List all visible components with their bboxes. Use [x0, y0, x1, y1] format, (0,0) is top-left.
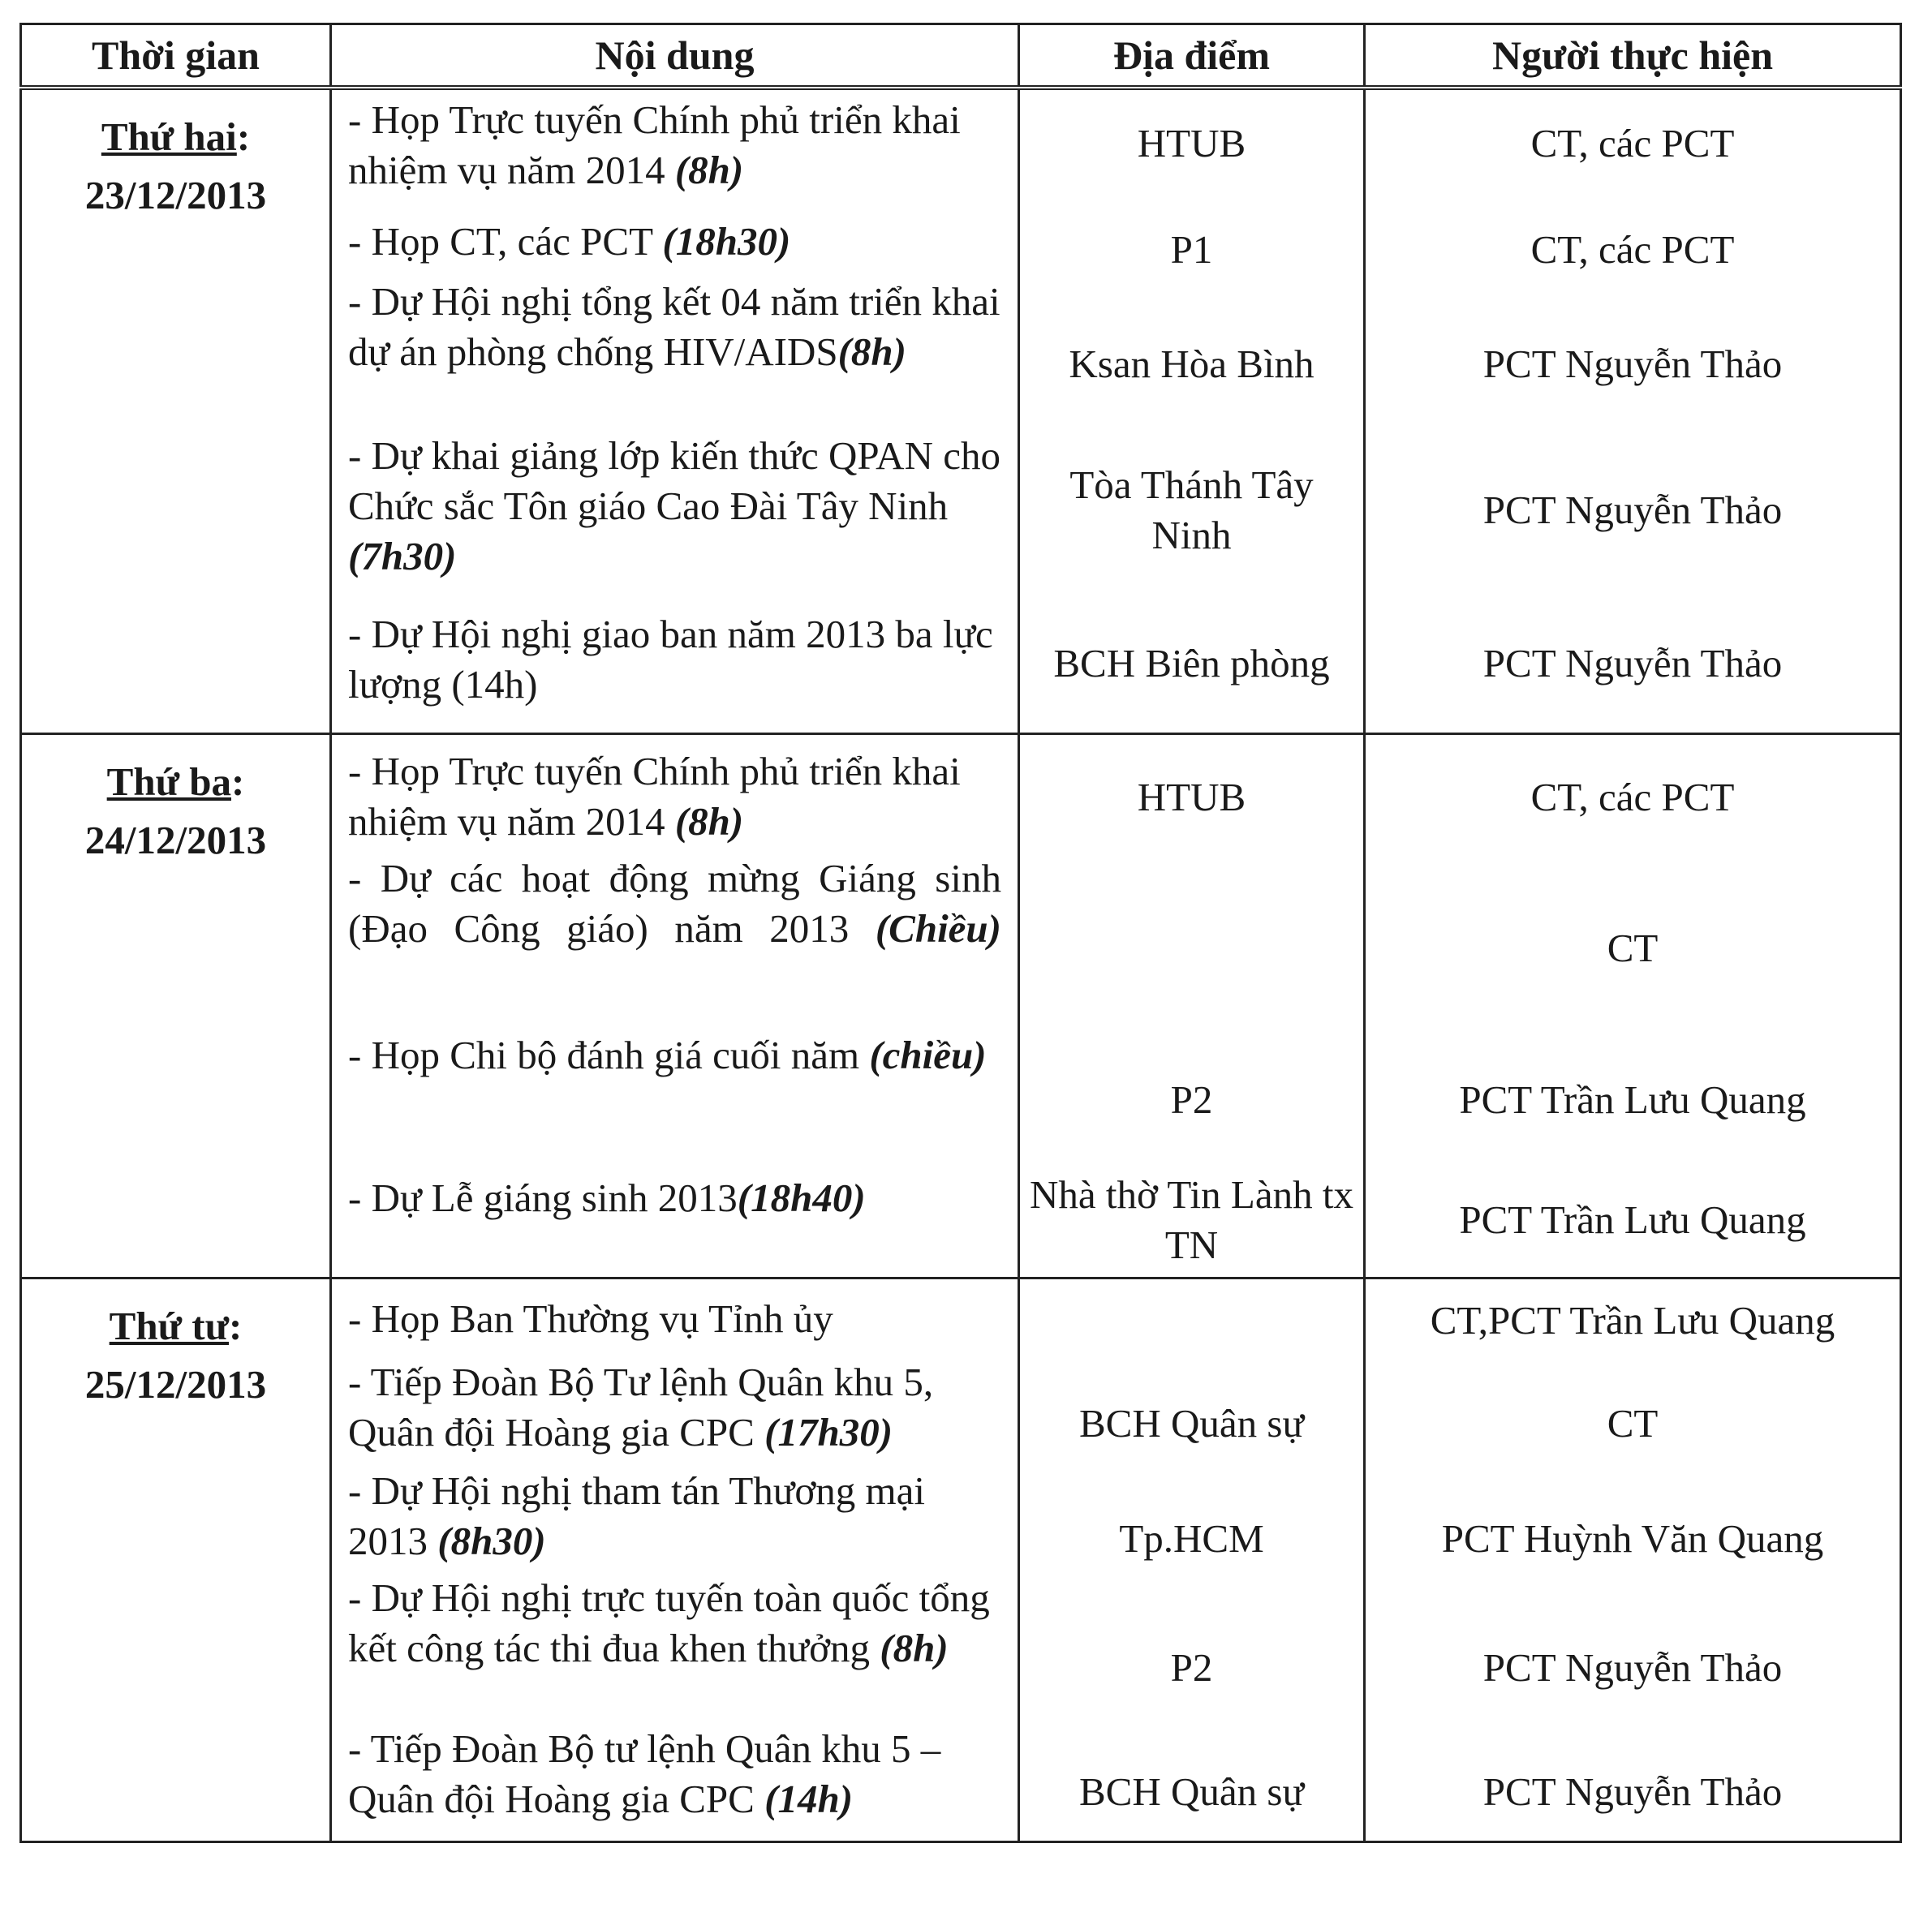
day-label: Thứ hai:	[101, 114, 251, 159]
day-cell	[21, 734, 331, 1278]
list-item: - Tiếp Đoàn Bộ Tư lệnh Quân khu 5, Quân đội Hoàng gia CPC (17h30)	[348, 1360, 934, 1455]
header-place: Địa điểm	[1019, 24, 1365, 88]
person-cell	[1365, 1278, 1901, 1842]
list-item: - Họp Chi bộ đánh giá cuối năm (chiều)	[348, 1033, 987, 1077]
header-content: Nội dung	[331, 24, 1019, 88]
day-row-monday	[21, 88, 1901, 734]
place-item: HTUB	[1137, 775, 1246, 819]
day-date: 23/12/2013	[84, 173, 267, 217]
content-cell	[331, 1278, 1019, 1842]
content-cell	[331, 734, 1019, 1278]
content-cell	[331, 88, 1019, 734]
day-cell	[21, 1278, 331, 1842]
day-label: Thứ tư:	[109, 1304, 243, 1348]
place-item	[1020, 860, 1363, 1037]
list-item: - Dự các hoạt động mừng Giáng sinh (Đạo Công giáo) năm 2013 (Chiều)	[348, 856, 1001, 951]
list-item: - Tiếp Đoàn Bộ tư lệnh Quân khu 5 – Quân đội Hoàng gia CPC (14h)	[348, 1726, 941, 1821]
day-cell	[21, 88, 331, 734]
place-item: P1	[1170, 227, 1213, 272]
place-cell	[1019, 734, 1365, 1278]
person-item: CT, các PCT	[1530, 775, 1735, 819]
place-cell	[1019, 1278, 1365, 1842]
list-item: - Dự Hội nghị trực tuyến toàn quốc tổng kết công tác thi đua khen thưởng (8h)	[348, 1575, 990, 1670]
place-item: BCH Quân sự	[1078, 1401, 1304, 1446]
person-item: PCT Nguyễn Thảo	[1482, 342, 1783, 386]
schedule-table	[19, 23, 1902, 1843]
day-name: Thứ hai	[101, 114, 237, 159]
list-item: - Dự Hội nghị tham tán Thương mại 2013 (8h30)	[348, 1468, 925, 1563]
person-item: PCT Trần Lưu Quang	[1459, 1077, 1806, 1122]
place-item: Ksan Hòa Bình	[1069, 342, 1315, 386]
place-item: Tp.HCM	[1119, 1516, 1264, 1561]
person-item: PCT Nguyễn Thảo	[1482, 641, 1783, 685]
place-cell	[1019, 88, 1365, 734]
day-date: 25/12/2013	[84, 1362, 267, 1407]
day-row-tuesday	[21, 734, 1901, 1278]
list-item: - Họp Trực tuyến Chính phủ triển khai nhiệm vụ năm 2014 (8h)	[348, 97, 961, 192]
list-item: - Dự Hội nghị tổng kết 04 năm triển khai dự án phòng chống HIV/AIDS(8h)	[348, 279, 1000, 374]
place-item: Tòa Thánh Tây Ninh	[1069, 462, 1314, 557]
list-item: - Họp Trực tuyến Chính phủ triển khai nhiệm vụ năm 2014 (8h)	[348, 749, 961, 844]
person-item: PCT Nguyễn Thảo	[1482, 1769, 1783, 1814]
day-row-wednesday	[21, 1278, 1901, 1842]
person-cell	[1365, 88, 1901, 734]
person-cell	[1365, 734, 1901, 1278]
place-item: P2	[1170, 1077, 1213, 1122]
person-item: PCT Nguyễn Thảo	[1482, 488, 1783, 532]
person-item: CT, các PCT	[1530, 227, 1735, 272]
list-item: - Dự Hội nghị giao ban năm 2013 ba lực lượng (14h)	[348, 612, 993, 707]
header-row	[21, 24, 1901, 88]
list-item: - Dự Lễ giáng sinh 2013(18h40)	[348, 1175, 866, 1220]
place-item: P2	[1170, 1645, 1213, 1690]
day-label: Thứ ba:	[106, 759, 245, 804]
place-item: BCH Quân sự	[1078, 1769, 1304, 1814]
list-item: - Họp Ban Thường vụ Tỉnh ủy	[348, 1296, 833, 1341]
person-item: CT	[1607, 1401, 1659, 1446]
person-item: CT,PCT Trần Lưu Quang	[1430, 1298, 1835, 1343]
header-time: Thời gian	[21, 24, 331, 88]
list-item: - Dự khai giảng lớp kiến thức QPAN cho Chức sắc Tôn giáo Cao Đài Tây Ninh (7h30)	[348, 433, 1000, 578]
person-item: PCT Huỳnh Văn Quang	[1441, 1516, 1824, 1561]
person-item: CT	[1607, 926, 1659, 970]
list-item: - Họp CT, các PCT (18h30)	[348, 219, 791, 264]
person-item: PCT Nguyễn Thảo	[1482, 1645, 1783, 1690]
person-item: PCT Trần Lưu Quang	[1459, 1197, 1806, 1242]
place-item	[1020, 1279, 1363, 1362]
place-item: HTUB	[1137, 121, 1246, 165]
header-person: Người thực hiện	[1365, 24, 1901, 88]
person-item: CT, các PCT	[1530, 121, 1735, 165]
day-name: Thứ ba	[106, 759, 231, 804]
place-item: Nhà thờ Tin Lành tx TN	[1030, 1172, 1353, 1267]
place-item: BCH Biên phòng	[1053, 641, 1330, 685]
day-name: Thứ tư	[109, 1304, 229, 1348]
day-date: 24/12/2013	[84, 818, 267, 862]
